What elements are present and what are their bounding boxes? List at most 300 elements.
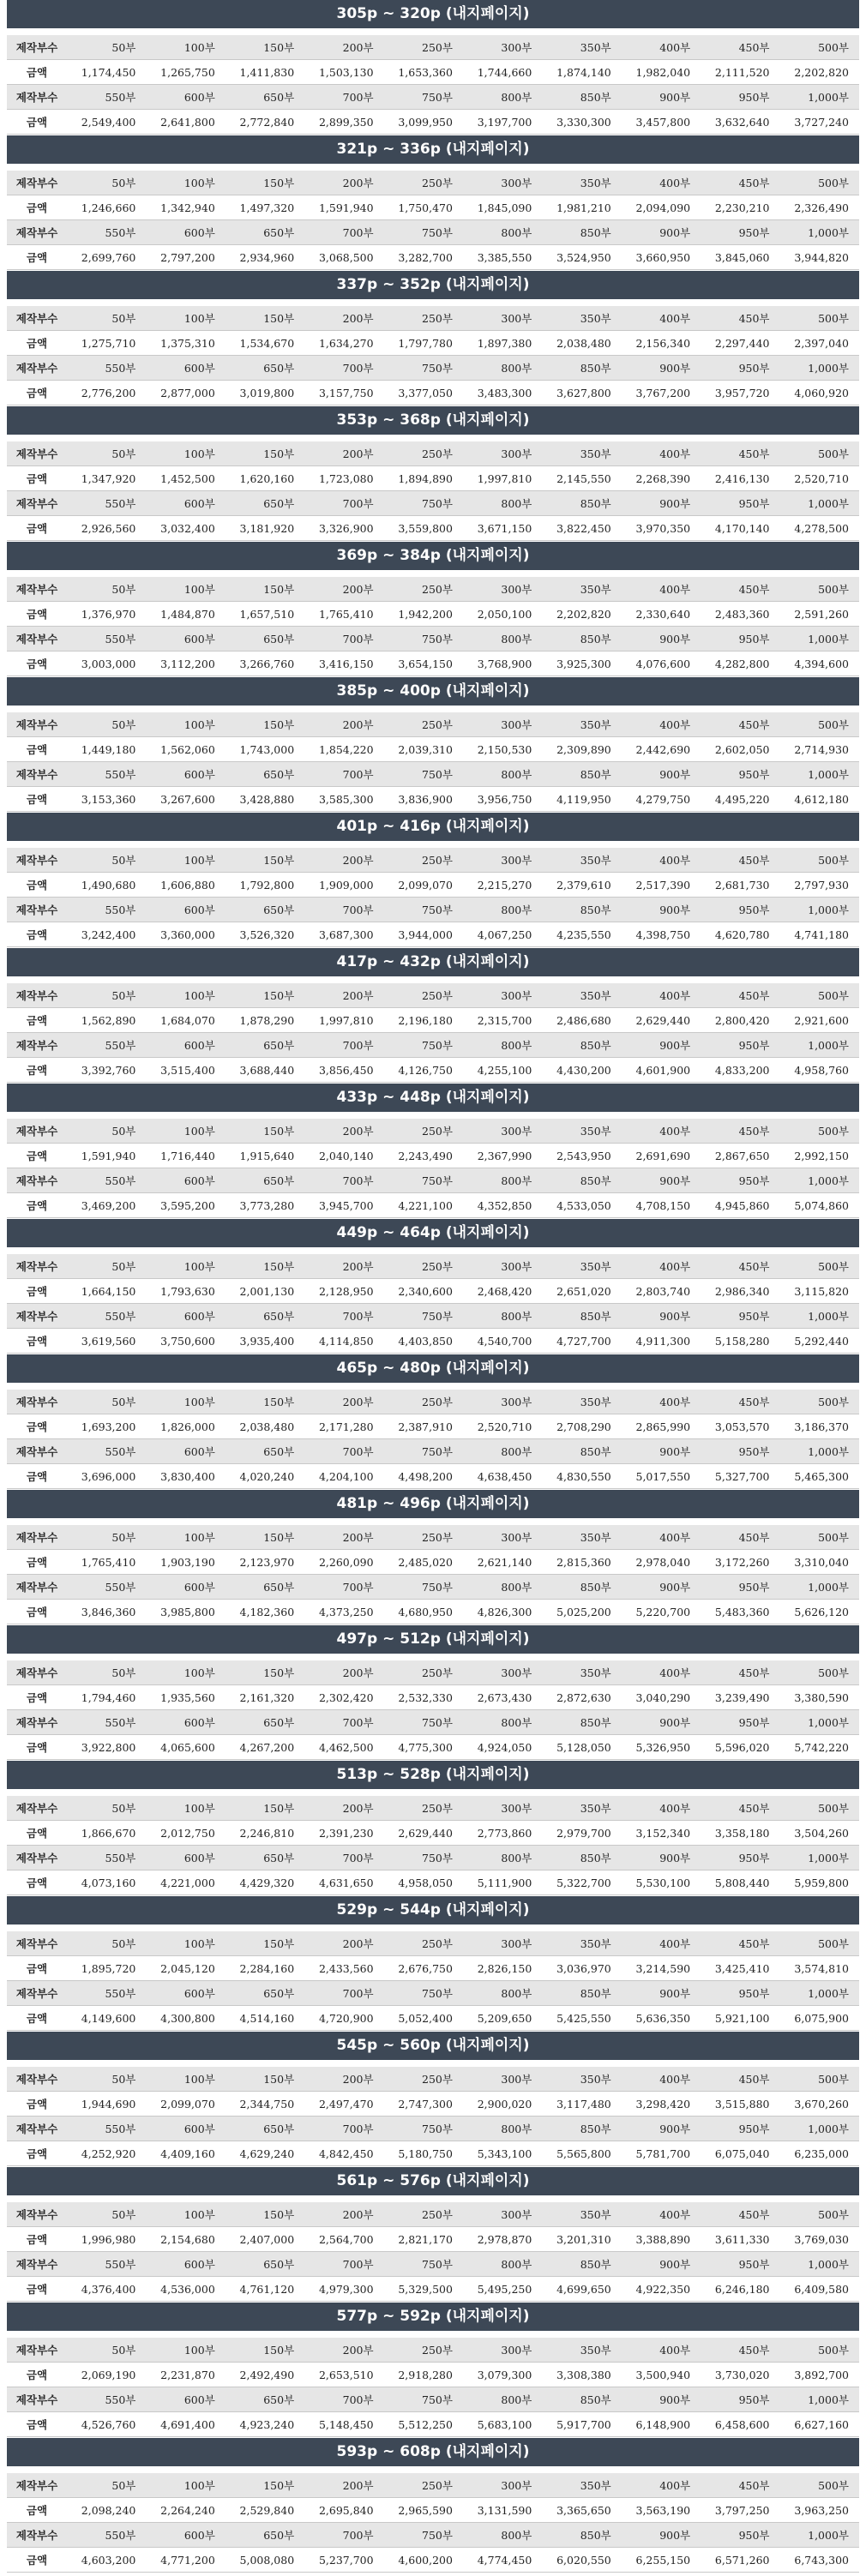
title-spacer [7,976,859,983]
section-title: 481p ~ 496p (내지페이지) [7,1490,859,1518]
amount-cell: 2,344,750 [226,2092,304,2117]
row-label: 금액 [7,1144,67,1168]
amount-cell: 2,111,520 [701,60,779,85]
amount-cell: 5,158,280 [701,1329,779,1354]
price-section [7,2032,859,2167]
amount-cell: 2,040,140 [304,1144,383,1168]
quantity-cell: 150부 [226,577,304,602]
price-section [7,542,859,677]
row-label: 금액 [7,195,67,220]
amount-cell: 4,741,180 [780,922,859,947]
amount-cell: 4,282,800 [701,652,779,676]
price-section [7,1354,859,1490]
quantity-cell: 800부 [463,1846,542,1870]
quantity-cell: 700부 [304,1981,383,2006]
amount-row [7,1414,859,1439]
amount-cell: 2,154,680 [146,2227,225,2252]
amount-cell: 3,769,030 [780,2227,859,2252]
row-label: 금액 [7,2277,67,2302]
quantity-cell: 150부 [226,712,304,737]
quantity-cell: 50부 [67,1390,146,1414]
amount-row [7,1956,859,1981]
amount-cell: 5,237,700 [304,2548,383,2573]
amount-cell: 4,278,500 [780,516,859,541]
quantity-cell: 700부 [304,2387,383,2412]
quantity-cell: 450부 [701,441,779,466]
amount-cell: 2,202,820 [542,602,621,627]
row-label: 금액 [7,2412,67,2437]
amount-cell: 3,330,300 [542,110,621,135]
quantity-cell: 950부 [701,1033,779,1058]
quantity-cell: 200부 [304,171,383,195]
section-title: 417p ~ 432p (내지페이지) [7,948,859,976]
quantity-cell: 650부 [226,2523,304,2548]
quantity-cell: 500부 [780,712,859,737]
quantity-cell: 350부 [542,848,621,873]
quantity-cell: 300부 [463,171,542,195]
title-spacer [7,1924,859,1931]
quantity-cell: 350부 [542,2473,621,2498]
amount-cell: 4,255,100 [463,1058,542,1083]
quantity-cell: 750부 [384,85,463,110]
amount-cell: 3,239,490 [701,1685,779,1710]
quantity-cell: 50부 [67,712,146,737]
amount-cell: 3,242,400 [67,922,146,947]
quantity-cell: 500부 [780,848,859,873]
amount-cell: 5,636,350 [622,2006,701,2031]
quantity-cell: 450부 [701,35,779,60]
quantity-cell: 800부 [463,1168,542,1193]
row-label: 제작부수 [7,220,67,245]
amount-cell: 3,019,800 [226,381,304,405]
amount-cell: 2,001,130 [226,1279,304,1304]
quantity-cell: 100부 [146,306,225,331]
amount-cell: 1,897,380 [463,331,542,356]
amount-cell: 1,503,130 [304,60,383,85]
quantity-cell: 900부 [622,762,701,787]
row-label: 제작부수 [7,712,67,737]
amount-cell: 3,922,800 [67,1735,146,1760]
quantity-cell: 200부 [304,1660,383,1685]
quantity-cell: 50부 [67,1931,146,1956]
quantity-cell: 750부 [384,1981,463,2006]
amount-cell: 1,866,670 [67,1821,146,1846]
amount-cell: 4,540,700 [463,1329,542,1354]
quantity-cell: 1,000부 [780,2117,859,2141]
quantity-cell: 450부 [701,306,779,331]
amount-cell: 2,591,260 [780,602,859,627]
amount-cell: 1,484,870 [146,602,225,627]
section-title: 385p ~ 400p (내지페이지) [7,677,859,706]
amount-cell: 2,094,090 [622,195,701,220]
amount-cell: 2,246,810 [226,1821,304,1846]
quantity-cell: 650부 [226,1710,304,1735]
amount-row [7,2141,859,2166]
amount-cell: 4,945,860 [701,1193,779,1218]
quantity-cell: 450부 [701,1660,779,1685]
row-label: 제작부수 [7,1304,67,1329]
amount-cell: 1,562,890 [67,1008,146,1033]
amount-cell: 5,326,950 [622,1735,701,1760]
quantity-cell: 750부 [384,2387,463,2412]
amount-cell: 2,202,820 [780,60,859,85]
amount-cell: 4,620,780 [701,922,779,947]
amount-cell: 3,935,400 [226,1329,304,1354]
quantity-cell: 400부 [622,1119,701,1144]
amount-cell: 3,112,200 [146,652,225,676]
section-title: 369p ~ 384p (내지페이지) [7,542,859,570]
amount-cell: 4,067,250 [463,922,542,947]
quantity-cell: 850부 [542,1304,621,1329]
amount-cell: 4,279,750 [622,787,701,812]
quantity-row [7,2067,859,2092]
amount-cell: 3,360,000 [146,922,225,947]
quantity-cell: 1,000부 [780,1846,859,1870]
amount-cell: 4,398,750 [622,922,701,947]
amount-cell: 1,981,210 [542,195,621,220]
quantity-row [7,306,859,331]
quantity-cell: 450부 [701,171,779,195]
quantity-cell: 800부 [463,2117,542,2141]
row-label: 금액 [7,2363,67,2387]
quantity-cell: 50부 [67,306,146,331]
quantity-cell: 950부 [701,1575,779,1600]
amount-cell: 3,730,020 [701,2363,779,2387]
quantity-cell: 550부 [67,85,146,110]
quantity-cell: 150부 [226,2473,304,2498]
quantity-cell: 800부 [463,898,542,922]
quantity-cell: 800부 [463,627,542,652]
quantity-cell: 600부 [146,1168,225,1193]
amount-cell: 1,845,090 [463,195,542,220]
amount-cell: 2,416,130 [701,466,779,491]
quantity-cell: 150부 [226,1660,304,1685]
amount-cell: 5,327,700 [701,1464,779,1489]
amount-cell: 3,963,250 [780,2498,859,2523]
quantity-row [7,35,859,60]
amount-cell: 2,543,950 [542,1144,621,1168]
amount-cell: 2,309,890 [542,737,621,762]
row-label: 금액 [7,1870,67,1895]
row-label: 금액 [7,2498,67,2523]
amount-cell: 3,611,330 [701,2227,779,2252]
quantity-cell: 250부 [384,306,463,331]
quantity-cell: 700부 [304,2252,383,2277]
amount-cell: 4,833,200 [701,1058,779,1083]
quantity-cell: 200부 [304,2067,383,2092]
quantity-cell: 350부 [542,306,621,331]
quantity-cell: 200부 [304,35,383,60]
quantity-cell: 700부 [304,1439,383,1464]
amount-cell: 3,457,800 [622,110,701,135]
quantity-cell: 550부 [67,627,146,652]
amount-cell: 1,997,810 [304,1008,383,1033]
quantity-cell: 250부 [384,2473,463,2498]
amount-cell: 5,329,500 [384,2277,463,2302]
quantity-cell: 350부 [542,1390,621,1414]
row-label: 제작부수 [7,1525,67,1550]
amount-cell: 4,826,300 [463,1600,542,1624]
amount-cell: 4,536,000 [146,2277,225,2302]
amount-cell: 1,935,560 [146,1685,225,1710]
amount-cell: 1,693,200 [67,1414,146,1439]
amount-cell: 2,900,020 [463,2092,542,2117]
quantity-cell: 450부 [701,2338,779,2363]
quantity-cell: 550부 [67,220,146,245]
amount-cell: 5,343,100 [463,2141,542,2166]
amount-cell: 5,017,550 [622,1464,701,1489]
amount-cell: 3,654,150 [384,652,463,676]
amount-cell: 2,442,690 [622,737,701,762]
amount-cell: 4,842,450 [304,2141,383,2166]
amount-row [7,245,859,270]
quantity-cell: 450부 [701,1796,779,1821]
row-label: 제작부수 [7,627,67,652]
quantity-cell: 550부 [67,491,146,516]
quantity-cell: 400부 [622,848,701,873]
amount-cell: 2,387,910 [384,1414,463,1439]
amount-cell: 2,150,530 [463,737,542,762]
quantity-cell: 850부 [542,1710,621,1735]
amount-cell: 6,148,900 [622,2412,701,2437]
amount-cell: 4,498,200 [384,1464,463,1489]
quantity-cell: 550부 [67,2523,146,2548]
quantity-cell: 550부 [67,898,146,922]
quantity-cell: 750부 [384,1304,463,1329]
amount-cell: 6,235,000 [780,2141,859,2166]
amount-cell: 3,595,200 [146,1193,225,1218]
amount-cell: 5,425,550 [542,2006,621,2031]
quantity-cell: 350부 [542,35,621,60]
row-label: 금액 [7,110,67,135]
amount-cell: 2,468,420 [463,1279,542,1304]
quantity-cell: 250부 [384,1931,463,1956]
quantity-cell: 100부 [146,441,225,466]
amount-cell: 1,878,290 [226,1008,304,1033]
row-label: 제작부수 [7,577,67,602]
quantity-cell: 850부 [542,491,621,516]
quantity-cell: 450부 [701,2202,779,2227]
amount-cell: 4,680,950 [384,1600,463,1624]
quantity-cell: 800부 [463,1575,542,1600]
quantity-cell: 850부 [542,356,621,381]
amount-row [7,2548,859,2573]
row-label: 금액 [7,2227,67,2252]
row-label: 금액 [7,1414,67,1439]
quantity-cell: 600부 [146,1575,225,1600]
quantity-row [7,1439,859,1464]
quantity-cell: 350부 [542,983,621,1008]
quantity-cell: 600부 [146,220,225,245]
price-table [7,2338,859,2437]
quantity-cell: 450부 [701,712,779,737]
row-label: 제작부수 [7,85,67,110]
quantity-row [7,762,859,787]
quantity-cell: 550부 [67,762,146,787]
quantity-cell: 550부 [67,2387,146,2412]
quantity-cell: 450부 [701,577,779,602]
row-label: 제작부수 [7,171,67,195]
amount-cell: 2,520,710 [463,1414,542,1439]
quantity-cell: 750부 [384,1846,463,1870]
row-label: 제작부수 [7,898,67,922]
amount-row [7,1735,859,1760]
amount-cell: 2,379,610 [542,873,621,898]
amount-cell: 1,743,000 [226,737,304,762]
quantity-cell: 350부 [542,1525,621,1550]
title-spacer [7,435,859,441]
amount-cell: 3,428,880 [226,787,304,812]
amount-cell: 4,114,850 [304,1329,383,1354]
quantity-cell: 700부 [304,1575,383,1600]
amount-cell: 2,492,490 [226,2363,304,2387]
quantity-cell: 250부 [384,983,463,1008]
price-section [7,2167,859,2303]
quantity-cell: 200부 [304,1254,383,1279]
title-spacer [7,1789,859,1796]
amount-cell: 3,660,950 [622,245,701,270]
amount-row [7,2363,859,2387]
quantity-cell: 50부 [67,171,146,195]
row-label: 금액 [7,516,67,541]
quantity-cell: 1,000부 [780,1981,859,2006]
quantity-cell: 250부 [384,848,463,873]
quantity-cell: 750부 [384,1033,463,1058]
amount-cell: 1,275,710 [67,331,146,356]
quantity-row [7,1981,859,2006]
row-label: 제작부수 [7,1119,67,1144]
amount-cell: 5,921,100 [701,2006,779,2031]
amount-cell: 3,032,400 [146,516,225,541]
amount-cell: 4,149,600 [67,2006,146,2031]
quantity-cell: 300부 [463,1796,542,1821]
amount-cell: 1,903,190 [146,1550,225,1575]
quantity-cell: 650부 [226,627,304,652]
amount-cell: 2,433,560 [304,1956,383,1981]
amount-cell: 3,040,290 [622,1685,701,1710]
amount-cell: 2,099,070 [384,873,463,898]
quantity-row [7,1390,859,1414]
amount-cell: 1,794,460 [67,1685,146,1710]
amount-cell: 5,742,220 [780,1735,859,1760]
quantity-row [7,1660,859,1685]
quantity-cell: 250부 [384,1390,463,1414]
quantity-cell: 400부 [622,306,701,331]
amount-cell: 3,957,720 [701,381,779,405]
quantity-cell: 700부 [304,356,383,381]
quantity-cell: 900부 [622,1981,701,2006]
quantity-cell: 150부 [226,1796,304,1821]
amount-cell: 1,997,810 [463,466,542,491]
price-section [7,1896,859,2032]
quantity-cell: 550부 [67,1710,146,1735]
quantity-cell: 850부 [542,85,621,110]
amount-cell: 3,326,900 [304,516,383,541]
quantity-cell: 1,000부 [780,2387,859,2412]
amount-cell: 3,267,600 [146,787,225,812]
amount-cell: 2,038,480 [226,1414,304,1439]
amount-cell: 3,365,650 [542,2498,621,2523]
quantity-cell: 900부 [622,85,701,110]
amount-cell: 2,797,930 [780,873,859,898]
quantity-cell: 50부 [67,848,146,873]
amount-cell: 5,292,440 [780,1329,859,1354]
row-label: 금액 [7,1464,67,1489]
amount-cell: 4,182,360 [226,1600,304,1624]
amount-row [7,110,859,135]
quantity-cell: 600부 [146,356,225,381]
amount-cell: 5,917,700 [542,2412,621,2437]
amount-cell: 2,038,480 [542,331,621,356]
row-label: 금액 [7,1735,67,1760]
quantity-cell: 900부 [622,627,701,652]
amount-cell: 2,497,470 [304,2092,383,2117]
quantity-cell: 450부 [701,1390,779,1414]
amount-row [7,2092,859,2117]
quantity-cell: 850부 [542,220,621,245]
amount-cell: 3,925,300 [542,652,621,676]
quantity-cell: 750부 [384,220,463,245]
amount-cell: 2,128,950 [304,1279,383,1304]
quantity-cell: 400부 [622,577,701,602]
amount-cell: 2,532,330 [384,1685,463,1710]
quantity-cell: 950부 [701,2387,779,2412]
amount-cell: 2,367,990 [463,1144,542,1168]
amount-cell: 2,926,560 [67,516,146,541]
quantity-cell: 400부 [622,1931,701,1956]
amount-cell: 4,429,320 [226,1870,304,1895]
quantity-cell: 50부 [67,35,146,60]
amount-cell: 4,600,200 [384,2548,463,2573]
amount-row [7,2006,859,2031]
amount-cell: 2,315,700 [463,1008,542,1033]
quantity-row [7,1710,859,1735]
amount-cell: 3,944,820 [780,245,859,270]
amount-cell: 3,157,750 [304,381,383,405]
quantity-cell: 550부 [67,1168,146,1193]
amount-cell: 2,978,870 [463,2227,542,2252]
quantity-cell: 700부 [304,220,383,245]
amount-cell: 2,641,800 [146,110,225,135]
amount-cell: 2,865,990 [622,1414,701,1439]
amount-cell: 3,152,340 [622,1821,701,1846]
amount-cell: 2,171,280 [304,1414,383,1439]
quantity-cell: 200부 [304,983,383,1008]
amount-cell: 5,512,250 [384,2412,463,2437]
amount-cell: 3,115,820 [780,1279,859,1304]
section-title: 401p ~ 416p (내지페이지) [7,813,859,841]
amount-cell: 3,483,300 [463,381,542,405]
amount-cell: 6,075,900 [780,2006,859,2031]
amount-cell: 5,465,300 [780,1464,859,1489]
amount-row [7,195,859,220]
quantity-row [7,1931,859,1956]
row-label: 제작부수 [7,2252,67,2277]
amount-cell: 3,388,890 [622,2227,701,2252]
row-label: 금액 [7,466,67,491]
quantity-cell: 700부 [304,2117,383,2141]
quantity-row [7,1525,859,1550]
amount-cell: 1,376,970 [67,602,146,627]
quantity-cell: 100부 [146,35,225,60]
quantity-cell: 450부 [701,2473,779,2498]
quantity-cell: 50부 [67,2067,146,2092]
amount-row [7,1870,859,1895]
amount-cell: 2,098,240 [67,2498,146,2523]
quantity-cell: 100부 [146,1119,225,1144]
amount-cell: 4,352,850 [463,1193,542,1218]
title-spacer [7,2060,859,2067]
